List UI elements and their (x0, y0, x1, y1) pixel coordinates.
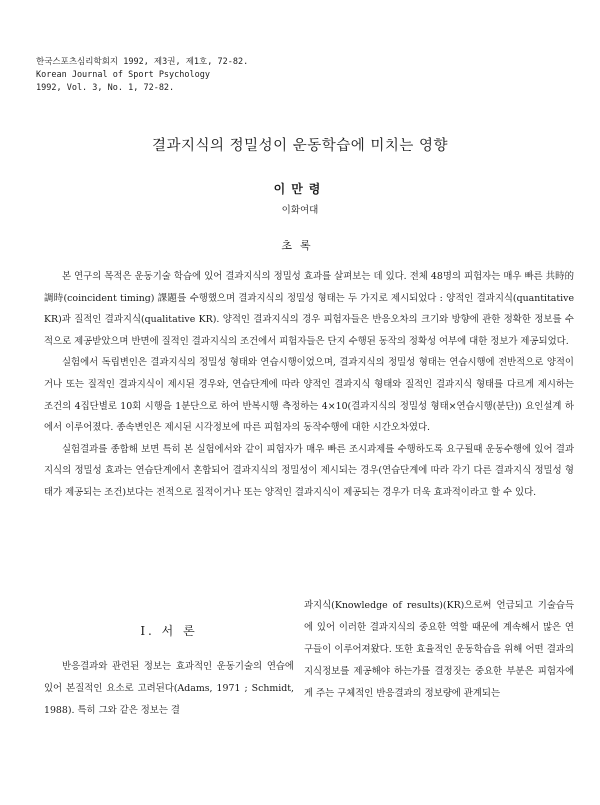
author-name: 이만령 (273, 182, 327, 196)
abstract-paragraph: 실험결과를 종합해 보면 특히 본 실험에서와 같이 피험자가 매우 빠른 조시과제를 수행하도록 요구될때 운동수행에 있어 결과지식의 정밀성 효과는 연습단계에서 혼합되어 결과지식의 정밀성이 제시되는 경우(연습단계에 따라 각기 다른 결과지식 정밀성 형태가 제공되는 조건)보다는 전적으로 질적이거나 또는 양적인 결과지식이 제공되는 경우가 더욱 효과적이라고 할 수 있다. (44, 443, 574, 498)
abstract-paragraph: 본 연구의 목적은 운동기술 학습에 있어 결과지식의 정밀성 효과를 살펴보는 데 있다. 전체 48명의 피험자는 매우 빠른 共時的 調時(coincident timing) 課題를 수행했으며 결과지식의 정밀성 형태는 두 가지로 제시되었다 : 양적인 결과지식(quantitative KR)과 질적인 결과지식(qualitative KR). 양적인 결과지식의 경우 피험자들은 반응오차의 크기와 방향에 관한 정확한 정보를 수적으로 제공받았으며 반면에 질적인 결과지식의 조건에서 피험자들은 단지 수행된 동작의 정확성 여부에 대한 정보가 제공되었다. (44, 271, 574, 347)
journal-citation (36, 56, 248, 95)
abstract-body (44, 266, 574, 504)
body-column-right (304, 595, 574, 705)
intro-paragraph: 반응결과와 관련된 정보는 효과적인 운동기술의 연습에 있어 본질적인 요소로 고려된다(Adams, 1971 ; Schmidt, 1988). 특히 그와 같은 정보는 결 (44, 661, 294, 716)
abstract-paragraph: 실험에서 독립변인은 결과지식의 정밀성 형태와 연습시행이었으며, 결과지식의 정밀성 형태는 연습시행에 전반적으로 양적이거나 또는 질적인 결과지식이 제시된 경우와, 연습단계에 따라 양적인 결과지식 형태와 질적인 결과지식 형태를 다르게 제시하는 조건의 4집단별로 10회 시행을 1분단으로 하여 반복시행 측정하는 4×10(결과지식의 정밀성 형태×연습시행(분단)) 요인설계 하에서 이루어졌다. 종속변인은 제시된 시각정보에 따른 피험자의 동작수행에 대한 시간오차였다. (44, 357, 574, 434)
paper-title: 결과지식의 정밀성이 운동학습에 미치는 영향 (151, 138, 449, 154)
abstract-heading: 초록 (281, 239, 319, 252)
intro-paragraph-continued: 과지식(Knowledge of results)(KR)으로써 언급되고 기술습득에 있어 이러한 결과지식의 중요한 역할 때문에 계속해서 많은 연구들이 이루어져왔다. 또한 효율적인 운동학습을 위해 어떤 결과의 지식정보를 제공해야 하는가를 결정짓는 중요한 부분은 피험자에게 주는 구체적인 반응결과의 정보량에 관계되는 (304, 600, 574, 699)
citation-line-volume: 1992, Vol. 3, No. 1, 72-82. (36, 83, 175, 93)
citation-line-journal: Korean Journal of Sport Psychology (36, 70, 210, 80)
citation-line-korean: 한국스포츠심리학회지 1992, 제3권, 제1호, 72-82. (36, 57, 249, 67)
section-heading-introduction: Ⅰ. 서 론 (140, 624, 198, 638)
body-column-left (44, 656, 294, 722)
author-affiliation: 이화여대 (281, 205, 319, 216)
